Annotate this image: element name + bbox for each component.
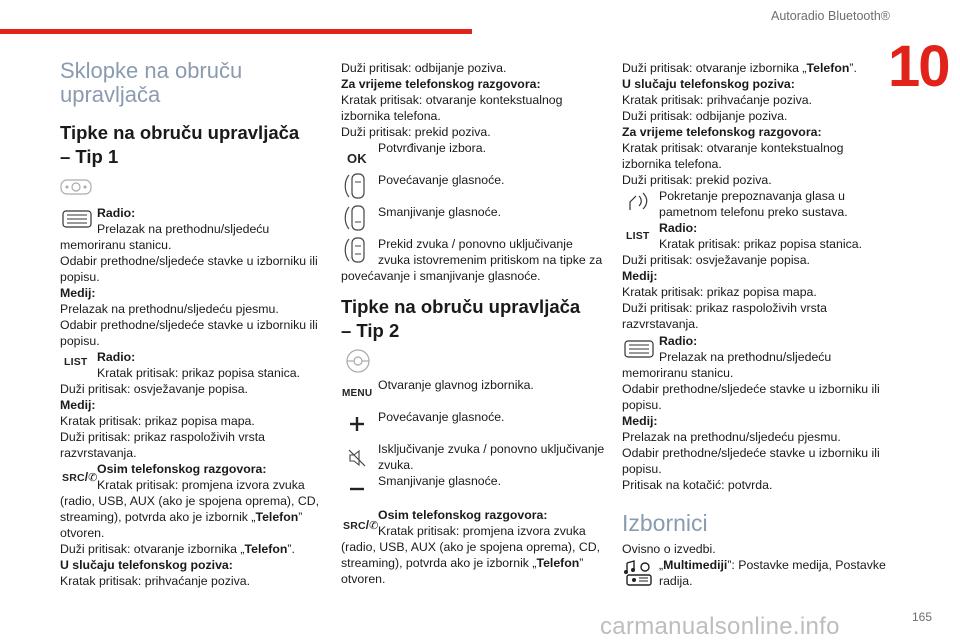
text-line: Radio: (97, 350, 136, 364)
text-line: Duži pritisak: odbijanje poziva. (622, 109, 788, 123)
chapter-number: 10 (888, 34, 949, 99)
text-line: Odabir prethodne/sljedeće stavke u izborniku ili (622, 446, 880, 460)
scroll-icon (624, 340, 654, 358)
subheading-type2-line1: Tipke na obruču upravljača (341, 296, 581, 317)
text-line: Duži pritisak: prikaz raspoloživih vrsta (60, 430, 266, 444)
mute-slash-icon (347, 448, 367, 468)
header-title: Autoradio Bluetooth® (771, 9, 891, 23)
text-line: Duži pritisak: otvaranje izbornika „Telefon”. (60, 542, 295, 556)
text-line: pametnom telefonu preko sustava. (659, 205, 848, 219)
text-line: Prekid zvuka / ponovno uključivanje (378, 237, 573, 251)
wheel-type1-icon (60, 178, 92, 196)
text-line: (radio, USB, AUX (ako je spojena oprema), CD, (60, 494, 320, 508)
text-line: Medij: (60, 286, 96, 300)
text-line: Povećavanje glasnoće. (378, 173, 505, 187)
text-line: popisu. (60, 270, 100, 284)
subheading-type1-line1: Tipke na obruču upravljača (60, 122, 300, 143)
text-line: Duži pritisak: odbijanje poziva. (341, 61, 507, 75)
minus-icon (349, 486, 365, 492)
text-line: Kratak pritisak: prikaz popisa mapa. (60, 414, 255, 428)
text-line: streaming), potvrda ako je izbornik „Telefon” (60, 510, 303, 524)
text-line: Medij: (60, 398, 96, 412)
menus-heading: Izbornici (622, 510, 708, 536)
text-line: zvuka. (378, 458, 414, 472)
text-line: Za vrijeme telefonskog razgovora: (341, 77, 541, 91)
text-line: memoriranu stanicu. (622, 366, 734, 380)
text-line: Kratak pritisak: prikaz popisa mapa. (622, 285, 817, 299)
text-line: popisu. (622, 462, 662, 476)
text-line: Medij: (622, 269, 658, 283)
wheel-type2-icon (343, 348, 373, 374)
menu-icon: MENU (342, 388, 373, 399)
text-line: Prelazak na prethodnu/sljedeću pjesmu. (60, 302, 279, 316)
text-line: Kratak pritisak: prikaz popisa stanica. (97, 366, 300, 380)
text-line: Za vrijeme telefonskog razgovora: (622, 125, 822, 139)
text-line: popisu. (622, 398, 662, 412)
multimedia-icon (624, 560, 654, 586)
section-heading-line2: upravljača (60, 82, 161, 107)
text-line: Prelazak na prethodnu/sljedeću (659, 350, 832, 364)
page-number: 165 (912, 610, 933, 624)
src-phone-icon: SRC/✆ (343, 518, 379, 532)
text-line: Duži pritisak: prekid poziva. (341, 125, 491, 139)
text-line: Ovisno o izvedbi. (622, 542, 716, 556)
subheading-type1-line2: – Tip 1 (60, 146, 119, 167)
scroll-icon (62, 210, 92, 228)
text-line: Kratak pritisak: otvaranje kontekstualnog (341, 93, 563, 107)
text-line: Smanjivanje glasnoće. (378, 474, 502, 488)
text-line: Duži pritisak: otvaranje izbornika „Telefon”. (622, 61, 857, 75)
text-line: Kratak pritisak: otvaranje kontekstualnog (622, 141, 844, 155)
text-line: Radio: (659, 221, 698, 235)
text-line: razvrstavanja. (60, 446, 137, 460)
text-line: otvoren. (60, 526, 105, 540)
list-icon: LIST (64, 356, 88, 368)
text-line: Medij: (622, 414, 658, 428)
volume-down-icon (343, 204, 373, 232)
text-line: Radio: (97, 206, 136, 220)
text-line: povećavanje i smanjivanje glasnoće. (341, 269, 541, 283)
text-line: Pokretanje prepoznavanja glasa u (659, 189, 845, 203)
text-line: radija. (659, 574, 693, 588)
src-phone-icon: SRC/✆ (62, 470, 98, 484)
text-line: Povećavanje glasnoće. (378, 410, 505, 424)
text-line: Duži pritisak: osvježavanje popisa. (622, 253, 810, 267)
text-line: Duži pritisak: osvježavanje popisa. (60, 382, 248, 396)
section-heading-line1: Sklopke na obruču (60, 58, 243, 83)
text-line: Kratak pritisak: prikaz popisa stanica. (659, 237, 862, 251)
list-icon: LIST (626, 230, 650, 242)
text-line: Prelazak na prethodnu/sljedeću pjesmu. (622, 430, 841, 444)
header-red-bar (0, 29, 472, 34)
text-line: izbornika telefona. (341, 109, 441, 123)
text-line: Kratak pritisak: prihvaćanje poziva. (622, 93, 813, 107)
mute-icon (343, 236, 373, 264)
watermark: carmanualsonline.info (600, 613, 840, 640)
text-line: Isključivanje zvuka / ponovno uključivanje (378, 442, 605, 456)
volume-up-icon (343, 172, 373, 200)
text-line: Pritisak na kotačić: potvrda. (622, 478, 773, 492)
text-line: Osim telefonskog razgovora: (97, 462, 267, 476)
ok-icon: OK (347, 151, 367, 166)
text-line: Kratak pritisak: promjena izvora zvuka (97, 478, 305, 492)
text-line: Kratak pritisak: promjena izvora zvuka (378, 524, 586, 538)
plus-icon (349, 416, 365, 432)
text-line: Odabir prethodne/sljedeće stavke u izborniku ili (60, 254, 318, 268)
text-line: Odabir prethodne/sljedeće stavke u izborniku ili (60, 318, 318, 332)
text-line: (radio, USB, AUX (ako je spojena oprema), CD, (341, 540, 601, 554)
text-line: zvuka istovremenim pritiskom na tipke za (378, 253, 603, 267)
text-line: Duži pritisak: prekid poziva. (622, 173, 772, 187)
text-line: Prelazak na prethodnu/sljedeću (97, 222, 270, 236)
text-line: otvoren. (341, 572, 386, 586)
text-line: Duži pritisak: prikaz raspoloživih vrsta (622, 301, 828, 315)
text-line: memoriranu stanicu. (60, 238, 172, 252)
subheading-type2-line2: – Tip 2 (341, 320, 400, 341)
text-line: Smanjivanje glasnoće. (378, 205, 502, 219)
text-line: streaming), potvrda ako je izbornik „Telefon” (341, 556, 584, 570)
text-line: Odabir prethodne/sljedeće stavke u izborniku ili (622, 382, 880, 396)
text-line: popisu. (60, 334, 100, 348)
text-line: Osim telefonskog razgovora: (378, 508, 548, 522)
text-line: Radio: (659, 334, 698, 348)
text-line: Kratak pritisak: prihvaćanje poziva. (60, 574, 251, 588)
text-line: Otvaranje glavnog izbornika. (378, 378, 534, 392)
text-line: U slučaju telefonskog poziva: (60, 558, 233, 572)
text-line: Potvrđivanje izbora. (378, 141, 486, 155)
voice-icon (626, 192, 652, 214)
text-line: U slučaju telefonskog poziva: (622, 77, 795, 91)
text-line: „Multimediji”: Postavke medija, Postavke (659, 558, 886, 572)
text-line: razvrstavanja. (622, 317, 699, 331)
text-line: izbornika telefona. (622, 157, 722, 171)
